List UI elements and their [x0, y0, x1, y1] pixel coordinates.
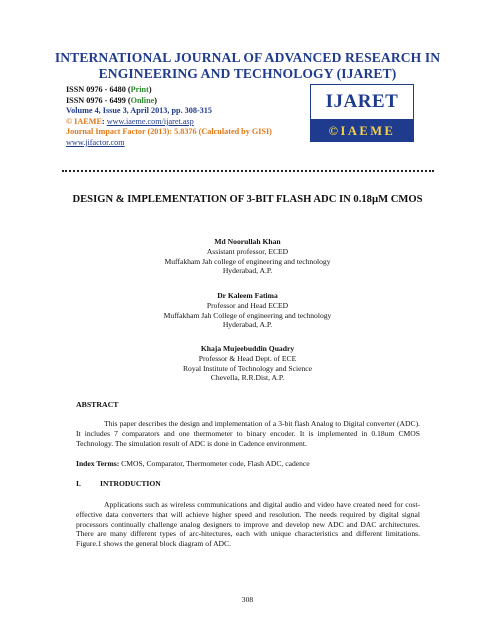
author-block [100, 291, 395, 330]
author-role: Professor & Head Dept. of ECE [198, 353, 297, 363]
online-label: Online [130, 95, 155, 105]
author-affiliation: Royal Institute of Technology and Science [182, 363, 313, 373]
index-terms [76, 459, 420, 469]
author-name: Md Noorullah Khan [214, 237, 281, 246]
section-heading [76, 479, 161, 488]
abstract-heading: ABSTRACT [76, 400, 119, 409]
journal-meta [66, 85, 336, 149]
author-block [100, 344, 395, 383]
issn-online: ISSN 0976 - 6499 (Online) [66, 95, 158, 105]
ijaret-logo: IJARET [310, 84, 414, 120]
section-number: I. [76, 479, 81, 488]
header-divider [62, 170, 434, 172]
author-affiliation: Muffakham Jah college of engineering and technology [164, 256, 331, 266]
author-affiliation: Muffakham Jah College of engineering and technology [163, 310, 332, 320]
author-location: Chevella, R.R.Dist, A.P. [210, 373, 285, 383]
author-location: Hyderabad, A.P. [222, 266, 273, 276]
index-terms-text: CMOS, Comparator, Thermometer code, Flash ADC, cadence [119, 459, 310, 468]
author-role: Assistant professor, ECED [206, 246, 289, 256]
author-location: Hyderabad, A.P. [222, 320, 273, 330]
iaeme-line: © IAEME: www.iaeme.com/ijaret.asp [66, 116, 194, 126]
journal-title: INTERNATIONAL JOURNAL OF ADVANCED RESEARCH IN ENGINEERING AND TECHNOLOGY (IJARET) [54, 50, 441, 81]
iaeme-logo: ©IAEME [310, 120, 414, 142]
issn-print: ISSN 0976 - 6480 (Print) [66, 85, 152, 94]
section-title: INTRODUCTION [100, 479, 161, 488]
print-label: Print [130, 85, 149, 94]
author-name: Khaja Mujeebuddin Quadry [200, 344, 295, 353]
paper-title: DESIGN & IMPLEMENTATION OF 3-BIT FLASH ADC IN 0.18µM CMOS [72, 194, 423, 205]
jifactor-link[interactable]: www.jifactor.com [66, 137, 125, 147]
iaeme-link[interactable]: www.iaeme.com/ijaret.asp [106, 116, 194, 126]
iaeme-label: © IAEME [66, 116, 102, 126]
impact-factor: Journal Impact Factor (2013): 5.8376 (Calculated by GISI) [66, 127, 272, 137]
author-block [100, 237, 395, 276]
introduction-text: Applications such as wireless communications and digital audio and video have created need for cost-effective data converters that will achieve higher speed and resolution. The needs required by digital signal processors continually challenge analog designers to improve and develop new ADC and DAC architectures. There are many different types of arc-hitectures, each with unique characteristics and different limitations. Figure.1 shows the general block diagram of ADC. [76, 500, 420, 549]
page-number: 308 [241, 595, 254, 604]
volume-info: Volume 4, Issue 3, April 2013, pp. 308-315 [66, 106, 212, 116]
index-terms-label: Index Terms: [76, 459, 120, 468]
author-role: Professor and Head ECED [206, 300, 289, 310]
author-name: Dr Kaleem Fatima [217, 291, 278, 300]
abstract-text: This paper describes the design and implementation of a 3-bit flash Analog to Digital converter (ADC). It includes 7 comparators and one thermometer to binary encoder. It is implemented in 0.18um CMOS Technology. The simulation result of ADC is done in Cadence environment. [76, 419, 420, 448]
